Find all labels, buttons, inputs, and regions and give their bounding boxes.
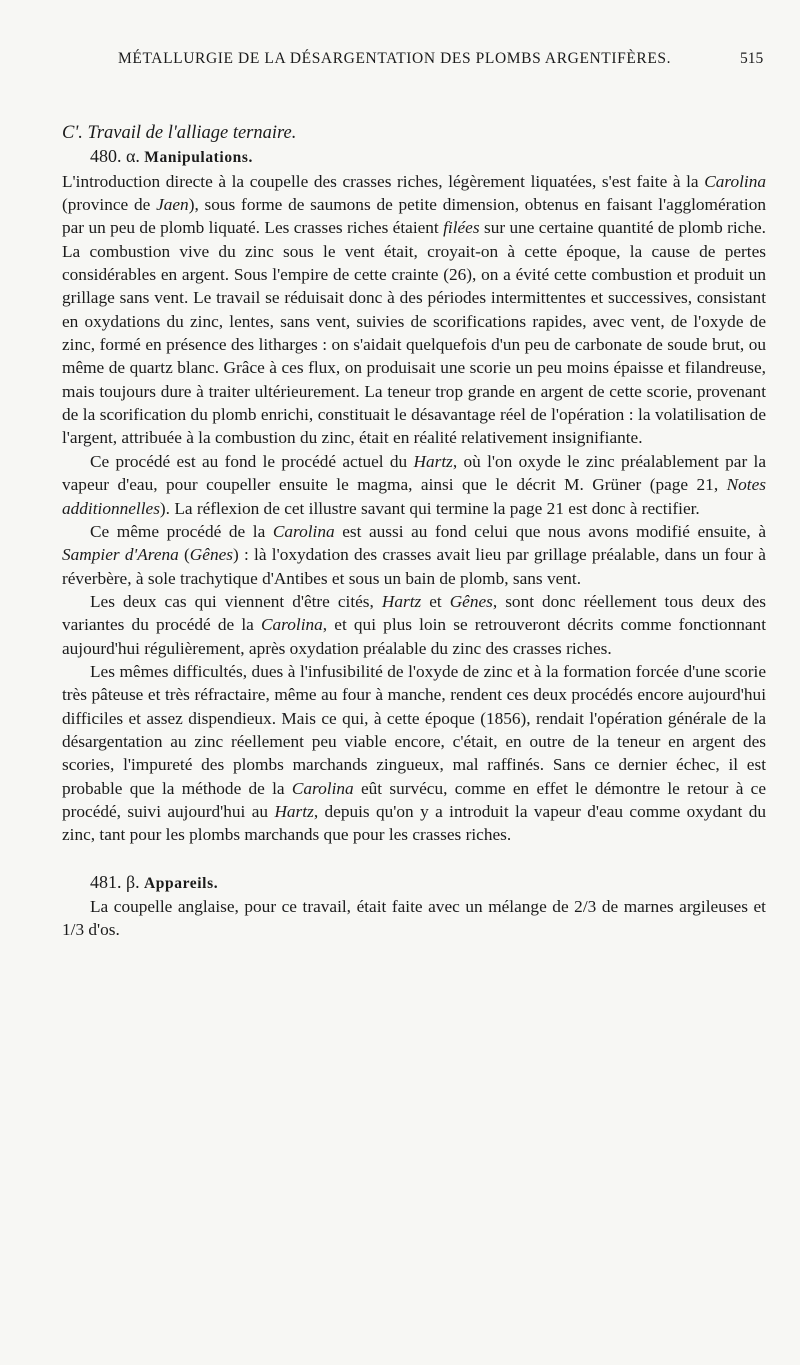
section-number-480: 480. α.: [90, 146, 140, 167]
paragraph-text: La coupelle anglaise, pour ce travail, était faite avec un mélange de 2/3 de marnes argileuses et 1/3 d'os.: [62, 897, 766, 940]
paragraph-text: , où l'on oxyde le zinc préalablement par la vapeur d'eau, pour coupeller ensuite le magma, ainsi que le décrit M. Grüner (page 21,: [62, 451, 766, 495]
place-name: Carolina: [291, 778, 354, 798]
paragraph-text: ). La réflexion de cet illustre savant qui termine la page 21 est donc à rectifier.: [159, 498, 700, 518]
paragraph-text: sur une certaine quantité de plomb riche. La combustion vive du zinc sous le vent était, croyait-on à cette époque, la cause de pertes considérables en argent. Sous l'empire de cette crainte (26), on a évité cette combustion et produit un grillage sans vent. Le travail se réduisait donc à des périodes intermittentes et successives, consistant en oxydations du zinc, lentes, sans vent, suivies de scorifications rapides, avec vent, de l'oxyde de zinc, formé en présence des litharges : on s'aidait quelquefois d'un peu de carbonate de soude brut, ou même de quartz blanc. Grâce à ces flux, on produisait une scorie un peu moins épaisse et filandreuse, mais toujours dure à traiter ultérieurement. La teneur trop grande en argent de cette scorie, provenant de la scorification du plomb enrichi, constituait le désavantage réel de l'opération : la volatilisation de l'argent, attribuée à la combustion du zinc, était en réalité relativement insignifiante.: [62, 218, 766, 448]
paragraph-text: Les mêmes difficultés, dues à l'infusibilité de l'oxyde de zinc et à la formation forcée d'une scorie très pâteuse et très réfractaire, même au four à manche, rendent ces deux procédés encore aujourd'hui difficiles et assez dispendieux. Mais ce qui, à cette époque (1856), rendait l'opération générale de la désargentation au zinc réellement peu viable encore, c'était, en outre de la teneur en argent des scories, l'impureté des plombs marchands zingueux, mal raffinés. Sans ce dernier échec, il est probable que la méthode de la: [62, 661, 766, 798]
paragraph-text: est aussi au fond celui que nous avons modifié ensuite, à: [334, 521, 766, 541]
paragraph-text: eût survécu, comme en effet le démontre le retour à ce procédé, suivi aujourd'hui au: [62, 778, 766, 821]
paragraph-480-intro: [62, 145, 766, 169]
paragraph-2: [62, 450, 766, 520]
paragraph-text: L'introduction directe à la coupelle des crasses riches, légèrement liquatées, s'est faite à la: [62, 171, 705, 191]
paragraph-text: Les deux cas qui viennent d'être cités,: [90, 591, 382, 611]
paragraph-5: [62, 660, 766, 847]
paragraph-text: (: [178, 545, 190, 565]
page-number: 515: [740, 50, 764, 67]
place-name: Sampier d'Arena: [62, 545, 179, 565]
paragraph-text: (province de: [62, 195, 157, 215]
section-title-appareils: Appareils.: [144, 874, 219, 892]
place-name: Jaen: [156, 195, 189, 215]
citation-title: Notes additionnelles: [62, 475, 766, 518]
section-title-manipulations: Manipulations.: [144, 149, 254, 167]
paragraph-text: , depuis qu'on y a introduit la vapeur d'eau comme oxydant du zinc, tant pour les plombs marchands que pour les crasses riches.: [62, 801, 766, 845]
paragraph-text: , et qui plus loin se retrouveront décrits comme fonctionnant aujourd'hui régulièrement, après oxydation préalable du zinc des crasses riches.: [62, 615, 766, 658]
paragraph-text: Ce même procédé de la: [90, 521, 273, 541]
paragraph-4: [62, 590, 766, 660]
place-name: Gênes: [189, 545, 233, 565]
section-gap: [62, 847, 766, 871]
place-name: Carolina: [261, 615, 323, 635]
subsection-title: C'. Travail de l'alliage ternaire.: [62, 123, 297, 143]
paragraph-text: et: [421, 591, 450, 611]
paragraph-text: ), sous forme de saumons de petite dimension, obtenus en faisant l'agglomération par un peu de plomb liquaté. Les crasses riches étaient: [62, 195, 766, 238]
body-text: [62, 122, 766, 942]
paragraph-text: ) : là l'oxydation des crasses avait lieu par grillage préalable, dans un four à réverbère, à sole trachytique d'Antibes et sous un bain de plomb, sans vent.: [62, 545, 766, 588]
paragraph-text: , sont donc réellement tous deux des variantes du procédé de la: [62, 591, 766, 635]
place-name: Carolina: [704, 171, 766, 191]
place-name: Gênes: [449, 591, 493, 611]
section-number-481: 481. β.: [90, 871, 140, 892]
place-name: Carolina: [272, 521, 335, 541]
paragraph-481-intro: [62, 871, 766, 895]
emphasis-term: filées: [443, 218, 480, 238]
paragraph-6: [62, 895, 766, 942]
place-name: Hartz: [413, 451, 453, 471]
place-name: Hartz: [274, 801, 314, 821]
paragraph-3: [62, 520, 766, 590]
paragraph-text: Ce procédé est au fond le procédé actuel du: [90, 451, 414, 471]
paragraph-1: [62, 170, 766, 450]
place-name: Hartz: [381, 591, 422, 611]
running-header-title: MÉTALLURGIE DE LA DÉSARGENTATION DES PLOMBS ARGENTIFÈRES.: [118, 50, 672, 67]
